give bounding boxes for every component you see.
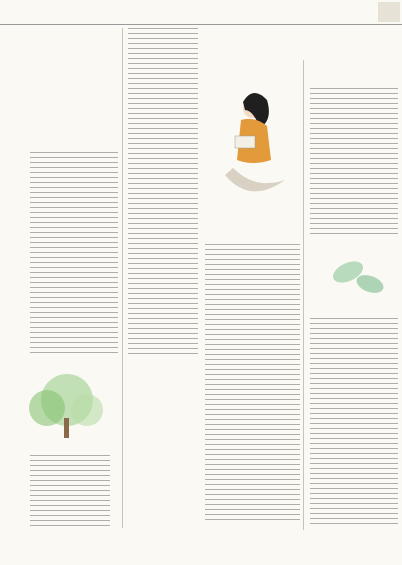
- column-divider: [122, 28, 123, 528]
- article-body-dancing-egg: [310, 88, 398, 238]
- article-body-continued: [128, 28, 198, 358]
- column-divider: [303, 60, 304, 530]
- article-body-scenery: [310, 318, 398, 528]
- leaves-illustration: [318, 250, 398, 310]
- page-number: [378, 2, 400, 22]
- article-body-forest-seasons: [30, 455, 110, 527]
- newspaper-logo: [4, 3, 62, 21]
- tree-illustration: [12, 370, 122, 440]
- masthead-rule: [0, 24, 402, 25]
- article-body-integrity-travel: [205, 244, 300, 522]
- moon-girl-illustration: [205, 80, 295, 210]
- article-body-shou-che-ren: [30, 152, 118, 357]
